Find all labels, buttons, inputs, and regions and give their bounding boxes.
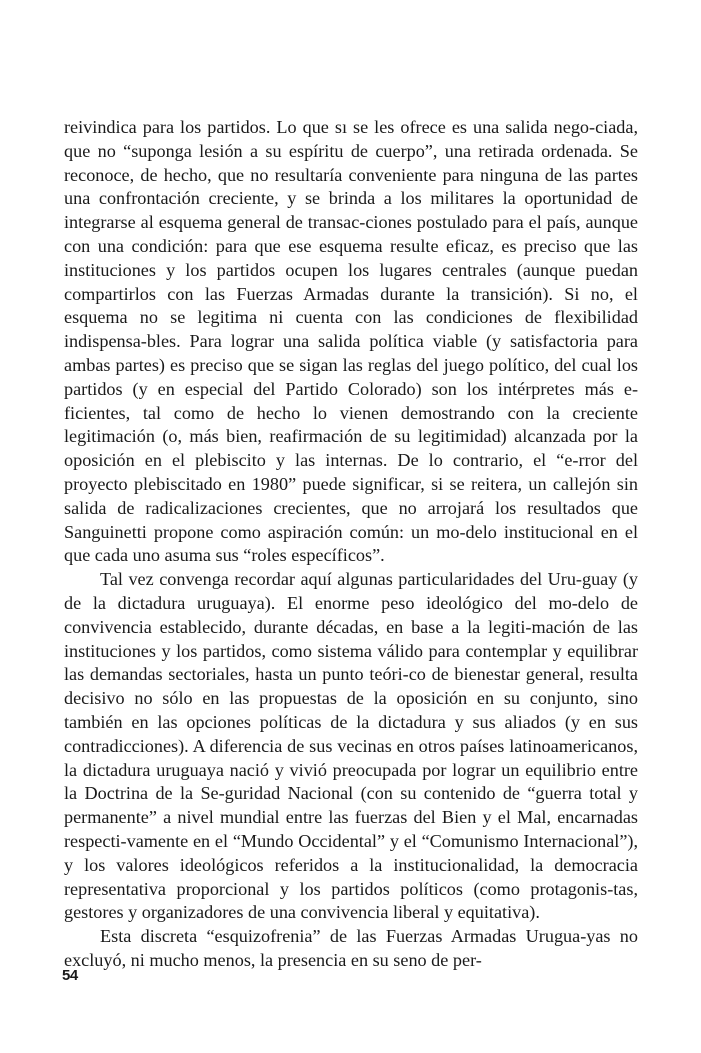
- paragraph-3: Esta discreta “esquizofrenia” de las Fuerzas Armadas Urugua-yas no excluyó, ni mucho menos, la presencia en su seno de per-: [64, 926, 638, 970]
- page-number: 54: [62, 967, 78, 984]
- paragraph-1: reivindica para los partidos. Lo que sı se les ofrece es una salida nego-ciada, que no “suponga lesión a su espíritu de cuerpo”, una retirada ordenada. Se reconoce, de hecho, que no resultaría conveniente para ninguna de las partes una confrontación creciente, y se brinda a los militares la oportunidad de integrarse al esquema general de transac-ciones postulado para el país, aunque con una condición: para que ese esquema resulte eficaz, es preciso que las instituciones y los partidos ocupen los lugares centrales (aunque puedan compartirlos con las Fuerzas Armadas durante la transición). Si no, el esquema no se legitima ni cuenta con las condiciones de flexibilidad indispensa-bles. Para lograr una salida política viable (y satisfactoria para ambas partes) es preciso que se sigan las reglas del juego político, del cual los partidos (y en especial del Partido Colorado) son los intérpretes más e-ficientes, tal como de hecho lo vienen demostrando con la creciente legitimación (o, más bien, reafirmación de su legitimidad) alcanzada por la oposición en el plebiscito y las internas. De lo contrario, el “e-rror del proyecto plebiscitado en 1980” puede significar, si se reitera, un callejón sin salida de radicalizaciones crecientes, que no arrojará los resultados que Sanguinetti propone como aspiración común: un mo-delo institucional en el que cada uno asuma sus “roles específicos”.: [64, 117, 638, 566]
- page-body: [64, 116, 638, 973]
- paragraph-2: Tal vez convenga recordar aquí algunas particularidades del Uru-guay (y de la dictadura uruguaya). El enorme peso ideológico del mo-delo de convivencia establecido, durante décadas, en base a la legiti-mación de las instituciones y los partidos, como sistema válido para contemplar y equilibrar las demandas sectoriales, hasta un punto teóri-co de bienestar general, resulta decisivo no sólo en las propuestas de la oposición en su conjunto, sino también en las opciones políticas de la dictadura y sus aliados (y en sus contradicciones). A diferencia de sus vecinas en otros países latinoamericanos, la dictadura uruguaya nació y vivió preocupada por lograr un equilibrio entre la Doctrina de la Se-guridad Nacional (con su contenido de “guerra total y permanente” a nivel mundial entre las fuerzas del Bien y el Mal, encarnadas respecti-vamente en el “Mundo Occidental” y el “Comunismo Internacional”), y los valores ideológicos referidos a la institucionalidad, la democracia representativa proporcional y los partidos políticos (como protagonis-tas, gestores y organizadores de una convivencia liberal y equitativa).: [64, 569, 638, 923]
